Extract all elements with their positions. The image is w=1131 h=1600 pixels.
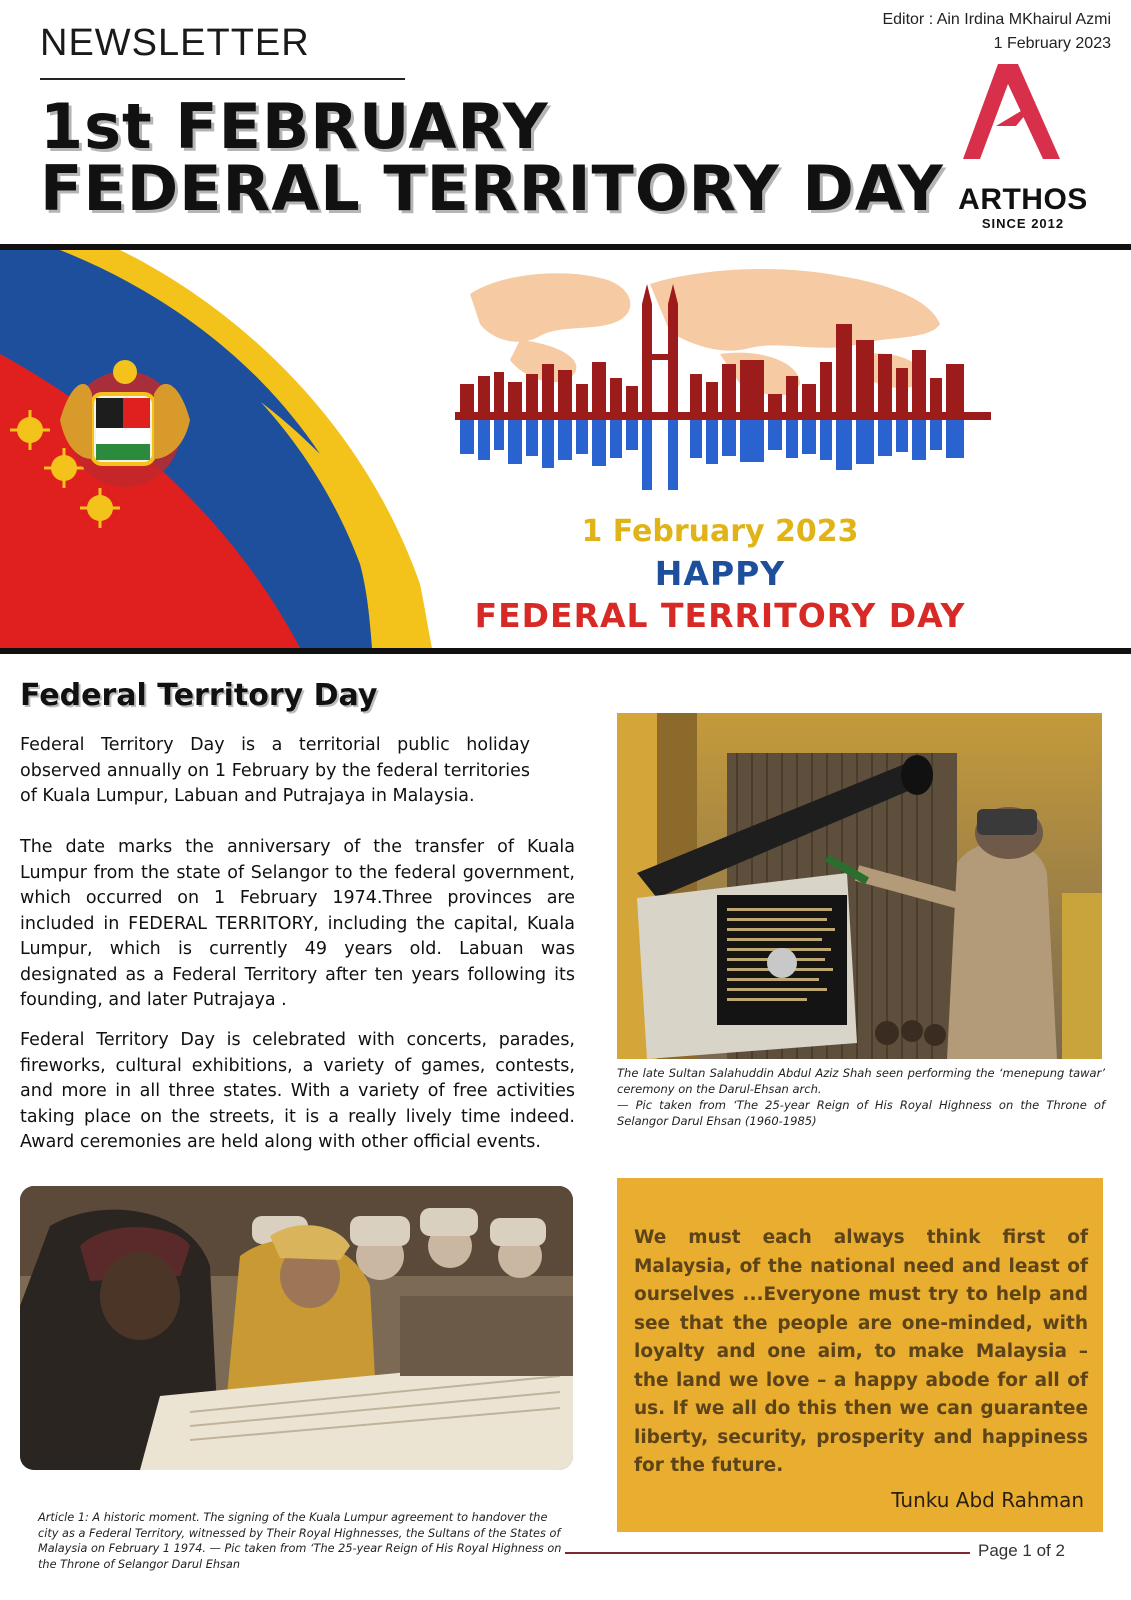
page-number: Page 1 of 2 — [978, 1541, 1065, 1560]
article-paragraph-3: Federal Territory Day is celebrated with concerts, parades, fireworks, cultural exhibitions, a variety of games, contests, and more in all three states. With a variety of free activities taking place on the streets, it is a really lively time indeed. Award ceremonies are held along with other official events. — [20, 1030, 575, 1152]
footer-divider — [565, 1552, 970, 1554]
signing-photo-caption: Article 1: A historic moment. The signing of the Kuala Lumpur agreement to handover the city as a Federal Territory, witnessed by Their Royal Highnesses, the Sultans of the States of Malaysia on February 1 1974. — Pic taken from ‘The 25-year Reign of His Royal Highness on the Throne of Selangor Darul Ehsan — [38, 1511, 562, 1571]
editor-name: Editor : Ain Irdina MKhairul Azmi — [882, 11, 1111, 28]
issue-date: 1 February 2023 — [993, 35, 1111, 52]
headline-line-1: 1st FEBRUARY — [40, 90, 549, 163]
banner-date: 1 February 2023 — [581, 514, 859, 549]
newsletter-label: NEWSLETTER — [40, 22, 310, 64]
signing-photo — [20, 1186, 573, 1470]
quote-text: We must each always think first of Malaysia, of the national need and least of ourselves ...Everyone must try to help and see that the people are one-minded, with loyalty and one aim, to make Malaysia – the land we love – a happy abode for all of us. If we all do this then we can guarantee liberty, security, prosperity and happiness for the future. — [634, 1227, 1088, 1476]
article-paragraph-1: Federal Territory Day is a territorial public holiday observed annually on 1 February by the federal territories of Kuala Lumpur, Labuan and Putrajaya in Malaysia. — [20, 735, 530, 806]
editor-block — [882, 8, 1111, 56]
quote-author: Tunku Abd Rahman — [891, 1488, 1084, 1512]
ceremony-photo — [617, 713, 1102, 1059]
article-heading: Federal Territory Day — [20, 678, 378, 713]
ceremony-photo-caption: The late Sultan Salahuddin Abdul Aziz Shah seen performing the ‘menepung tawar’ ceremony on the Darul-Ehsan arch. — Pic taken from ‘The 25-year Reign of His Royal Highness on the Throne of Selangor Darul Ehsan (1960-1985) — [617, 1066, 1105, 1128]
header-divider — [40, 78, 405, 80]
headline-line-2: FEDERAL TERRITORY DAY — [40, 152, 944, 225]
logo-since: SINCE 2012 — [981, 216, 1065, 231]
banner-title: FEDERAL TERRITORY DAY — [474, 596, 966, 635]
banner-happy: HAPPY — [654, 554, 786, 593]
article-paragraph-2: The date marks the anniversary of the transfer of Kuala Lumpur from the state of Selangor to the federal government, which occurred on 1 February 1974.Three provinces are included in FEDERAL TERRITORY, including the capital, Kuala Lumpur, which is currently 49 years old. Labuan was designated as a Federal Territory after ten years following its founding, and later Putrajaya . — [20, 837, 575, 1010]
logo-wordmark: ARTHOS — [958, 183, 1088, 216]
